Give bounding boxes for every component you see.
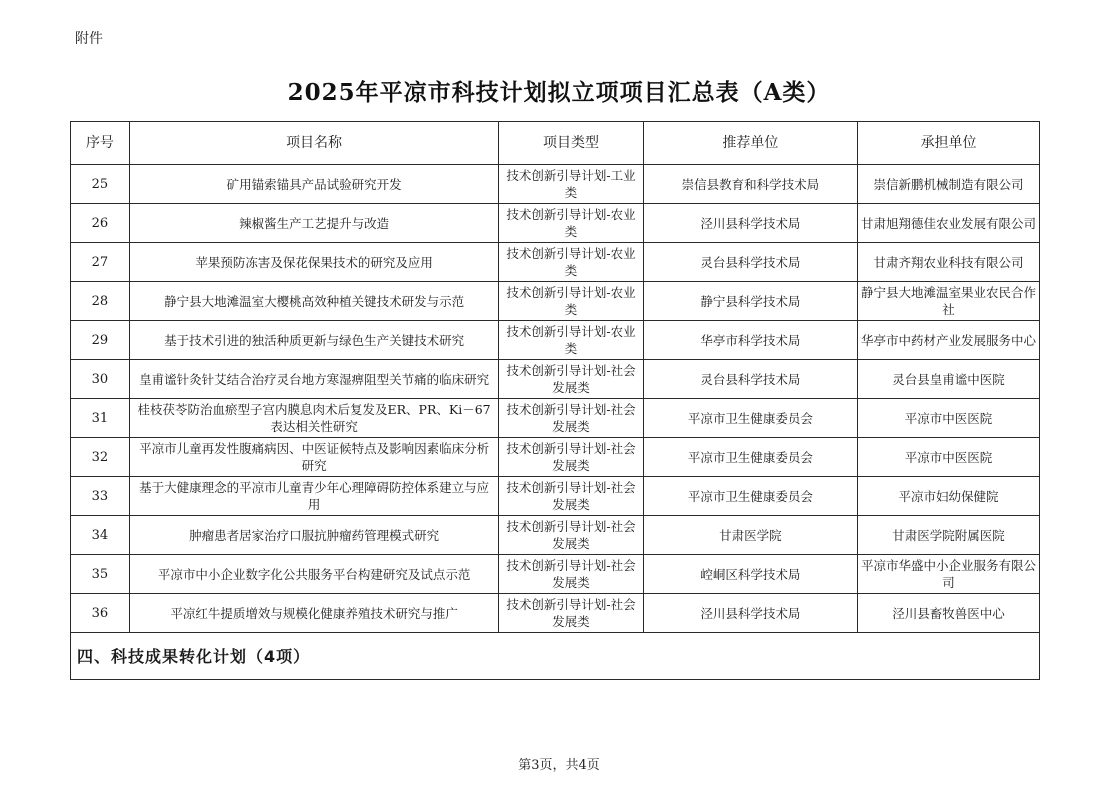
row-undertaking-unit: 平凉市中医医院 [857, 399, 1039, 438]
row-number: 35 [71, 555, 130, 594]
section-heading: 四、科技成果转化计划（4项） [71, 633, 1040, 680]
page-title: 2025年平凉市科技计划拟立项项目汇总表（A类） [287, 79, 831, 106]
row-number: 29 [71, 321, 130, 360]
section-heading-row [71, 633, 1040, 680]
table-row [71, 477, 1040, 516]
row-project-name: 基于技术引进的独活种质更新与绿色生产关键技术研究 [129, 321, 498, 360]
row-recommending-unit: 华亭市科学技术局 [643, 321, 857, 360]
row-number: 30 [71, 360, 130, 399]
row-number: 33 [71, 477, 130, 516]
table-header-row [71, 122, 1040, 165]
row-recommending-unit: 甘肃医学院 [643, 516, 857, 555]
row-recommending-unit: 崇信县教育和科学技术局 [643, 165, 857, 204]
row-recommending-unit: 静宁县科学技术局 [643, 282, 857, 321]
table-row [71, 399, 1040, 438]
row-undertaking-unit: 华亭市中药材产业发展服务中心 [857, 321, 1039, 360]
table-row [71, 282, 1040, 321]
row-number: 27 [71, 243, 130, 282]
column-header-project-type: 项目类型 [499, 122, 644, 165]
row-project-type: 技术创新引导计划-社会发展类 [499, 477, 644, 516]
row-project-name: 平凉市儿童再发性腹痛病因、中医证候特点及影响因素临床分析研究 [129, 438, 498, 477]
table-row [71, 555, 1040, 594]
row-recommending-unit: 灵台县科学技术局 [643, 360, 857, 399]
table-row [71, 204, 1040, 243]
row-recommending-unit: 泾川县科学技术局 [643, 594, 857, 633]
row-recommending-unit: 灵台县科学技术局 [643, 243, 857, 282]
column-header-undertaking-unit: 承担单位 [857, 122, 1039, 165]
table-row [71, 516, 1040, 555]
row-project-name: 平凉市中小企业数字化公共服务平台构建研究及试点示范 [129, 555, 498, 594]
table-row [71, 321, 1040, 360]
row-number: 25 [71, 165, 130, 204]
row-project-name: 平凉红牛提质增效与规模化健康养殖技术研究与推广 [129, 594, 498, 633]
table-row [71, 594, 1040, 633]
row-project-type: 技术创新引导计划-社会发展类 [499, 555, 644, 594]
row-project-type: 技术创新引导计划-农业类 [499, 204, 644, 243]
row-recommending-unit: 平凉市卫生健康委员会 [643, 477, 857, 516]
row-recommending-unit: 崆峒区科学技术局 [643, 555, 857, 594]
row-undertaking-unit: 泾川县畜牧兽医中心 [857, 594, 1039, 633]
row-project-name: 皇甫谧针灸针艾结合治疗灵台地方寒湿痹阻型关节痛的临床研究 [129, 360, 498, 399]
project-summary-table [70, 121, 1040, 680]
row-number: 34 [71, 516, 130, 555]
row-project-type: 技术创新引导计划-工业类 [499, 165, 644, 204]
row-project-type: 技术创新引导计划-社会发展类 [499, 360, 644, 399]
row-undertaking-unit: 平凉市妇幼保健院 [857, 477, 1039, 516]
row-number: 36 [71, 594, 130, 633]
row-undertaking-unit: 甘肃旭翔德佳农业发展有限公司 [857, 204, 1039, 243]
row-recommending-unit: 泾川县科学技术局 [643, 204, 857, 243]
row-project-type: 技术创新引导计划-农业类 [499, 321, 644, 360]
table-row [71, 438, 1040, 477]
page-footer: 第3页，共4页 [518, 758, 600, 773]
row-project-type: 技术创新引导计划-社会发展类 [499, 516, 644, 555]
row-project-type: 技术创新引导计划-社会发展类 [499, 399, 644, 438]
table-row [71, 243, 1040, 282]
row-recommending-unit: 平凉市卫生健康委员会 [643, 399, 857, 438]
row-undertaking-unit: 崇信新鹏机械制造有限公司 [857, 165, 1039, 204]
row-undertaking-unit: 灵台县皇甫谧中医院 [857, 360, 1039, 399]
row-number: 26 [71, 204, 130, 243]
row-project-name: 肿瘤患者居家治疗口服抗肿瘤药管理模式研究 [129, 516, 498, 555]
row-project-type: 技术创新引导计划-农业类 [499, 243, 644, 282]
row-project-type: 技术创新引导计划-社会发展类 [499, 594, 644, 633]
row-project-type: 技术创新引导计划-社会发展类 [499, 438, 644, 477]
row-undertaking-unit: 静宁县大地滩温室果业农民合作社 [857, 282, 1039, 321]
row-project-type: 技术创新引导计划-农业类 [499, 282, 644, 321]
row-project-name: 基于大健康理念的平凉市儿童青少年心理障碍防控体系建立与应用 [129, 477, 498, 516]
row-project-name: 苹果预防冻害及保花保果技术的研究及应用 [129, 243, 498, 282]
row-project-name: 辣椒酱生产工艺提升与改造 [129, 204, 498, 243]
row-undertaking-unit: 平凉市中医医院 [857, 438, 1039, 477]
row-project-name: 桂枝茯苓防治血瘀型子宫内膜息肉术后复发及ER、PR、Ki－67表达相关性研究 [129, 399, 498, 438]
row-number: 32 [71, 438, 130, 477]
row-number: 28 [71, 282, 130, 321]
attachment-label: 附件 [75, 31, 103, 47]
row-number: 31 [71, 399, 130, 438]
column-header-project-name: 项目名称 [129, 122, 498, 165]
table-row [71, 165, 1040, 204]
column-header-number: 序号 [71, 122, 130, 165]
row-project-name: 矿用锚索锚具产品试验研究开发 [129, 165, 498, 204]
row-undertaking-unit: 平凉市华盛中小企业服务有限公司 [857, 555, 1039, 594]
row-project-name: 静宁县大地滩温室大樱桃高效种植关键技术研发与示范 [129, 282, 498, 321]
column-header-recommending-unit: 推荐单位 [643, 122, 857, 165]
row-recommending-unit: 平凉市卫生健康委员会 [643, 438, 857, 477]
row-undertaking-unit: 甘肃医学院附属医院 [857, 516, 1039, 555]
row-undertaking-unit: 甘肃齐翔农业科技有限公司 [857, 243, 1039, 282]
table-row [71, 360, 1040, 399]
